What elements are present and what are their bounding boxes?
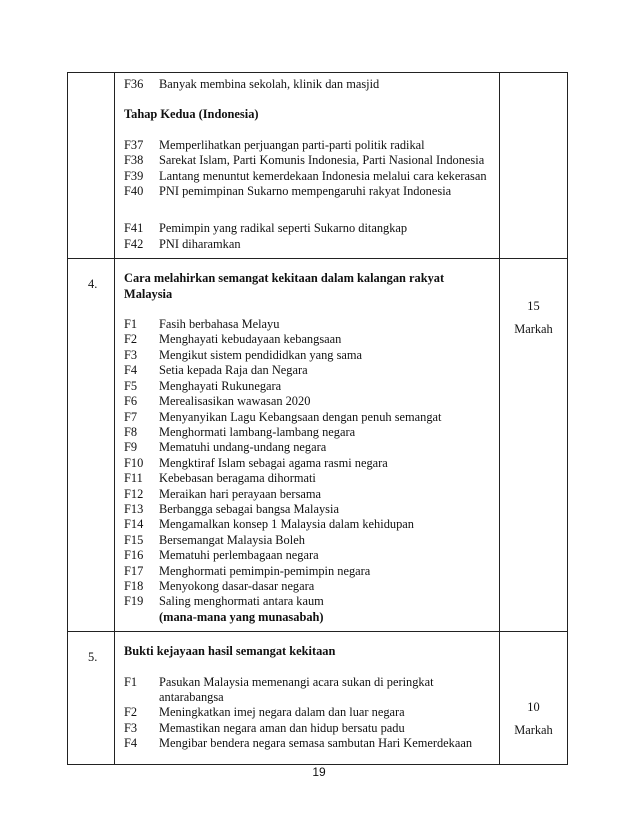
item-text: Menghayati Rukunegara [159,378,282,393]
list-item [124,77,493,92]
item-code: F39 [124,168,144,183]
marks-cell [500,632,568,765]
marks-cell [500,259,568,632]
table-row [68,259,568,632]
item-code: F6 [124,394,138,409]
list-item [124,237,493,252]
marks-label: Markah [514,321,553,336]
item-code: F37 [124,137,144,152]
item-code: F40 [124,184,144,199]
list-item [124,138,493,153]
item-text: Menghayati kebudayaan kebangsaan [159,332,342,347]
list-item [124,440,493,455]
item-code: F10 [124,455,144,470]
item-text: Menghormati lambang-lambang negara [159,424,356,439]
item-code: F1 [124,674,138,689]
list-item [124,363,493,378]
item-code: F4 [124,363,138,378]
list-item [124,517,493,532]
section-heading: Tahap Kedua (Indonesia) [124,107,259,122]
list-item [124,471,493,486]
answer-list [124,675,493,752]
item-text: Meraikan hari perayaan bersama [159,486,322,501]
item-code: F16 [124,548,144,563]
item-code: F14 [124,517,144,532]
item-text: Pemimpin yang radikal seperti Sukarno ditangkap [159,221,408,236]
question-number: 4. [68,259,115,632]
item-code: F11 [124,471,143,486]
question-number [68,73,115,259]
item-code: F3 [124,720,138,735]
list-item [124,487,493,502]
list-item [124,221,493,236]
item-text: Menyokong dasar-dasar negara [159,578,315,593]
item-text: Mengktiraf Islam sebagai agama rasmi negara [159,455,388,470]
list-item [124,705,493,720]
marks-value: 10 [527,700,540,715]
item-code: F13 [124,501,144,516]
item-text: Mematuhi undang-undang negara [159,440,327,455]
item-text: Pasukan Malaysia memenangi acara sukan di peringkat antarabangsa [159,674,434,704]
answer-cell [115,259,500,632]
list-item [124,502,493,517]
item-code: F38 [124,153,144,168]
list-item [124,332,493,347]
item-code: F2 [124,705,138,720]
item-text: Sarekat Islam, Parti Komunis Indonesia, Parti Nasional Indonesia [159,153,485,168]
item-text: PNI pemimpinan Sukarno mempengaruhi rakyat Indonesia [159,184,452,199]
answer-cell [115,73,500,259]
item-code: F19 [124,594,144,609]
list-item [124,533,493,548]
answer-list [124,317,493,610]
note-text: (mana-mana yang munasabah) [159,609,324,624]
section-heading: Cara melahirkan semangat kekitaan dalam kalangan rakyat Malaysia [124,271,445,301]
list-item [124,169,493,184]
item-text: Bersemangat Malaysia Boleh [159,532,305,547]
item-text: Fasih berbahasa Melayu [159,317,280,332]
list-item [124,564,493,579]
list-item [124,579,493,594]
marks-label: Markah [514,722,553,737]
list-item [124,548,493,563]
item-text: Mengibar bendera negara semasa sambutan Hari Kemerdekaan [159,736,473,751]
page-number: 19 [312,765,326,779]
table-row [68,73,568,259]
item-text: Kebebasan beragama dihormati [159,471,316,486]
list-item [124,153,493,168]
item-code: F15 [124,532,144,547]
item-code: F17 [124,563,144,578]
item-code: F42 [124,236,144,251]
item-code: F5 [124,378,138,393]
list-item [124,184,493,199]
list-item [124,675,493,706]
item-code: F36 [124,77,144,91]
item-code: F8 [124,424,138,439]
item-code: F1 [124,317,138,332]
item-code: F18 [124,578,144,593]
section-heading: Bukti kejayaan hasil semangat kekitaan [124,644,336,659]
item-text: Mengamalkan konsep 1 Malaysia dalam kehidupan [159,517,414,532]
list-item [124,317,493,332]
list-item [124,594,493,609]
list-item [124,456,493,471]
item-code: F4 [124,736,138,751]
question-number: 5. [68,632,115,765]
item-code: F9 [124,440,138,455]
item-text: Mematuhi perlembagaan negara [159,548,319,563]
item-text: Saling menghormati antara kaum [159,594,324,609]
item-code: F2 [124,332,138,347]
answer-cell [115,632,500,765]
item-text: Menyanyikan Lagu Kebangsaan dengan penuh semangat [159,409,442,424]
item-text: Memperlihatkan perjuangan parti-parti politik radikal [159,137,425,152]
item-text: Lantang menuntut kemerdekaan Indonesia melalui cara kekerasan [159,168,487,183]
item-text: Menghormati pemimpin-pemimpin negara [159,563,371,578]
list-item [124,610,493,625]
item-text: Merealisasikan wawasan 2020 [159,394,311,409]
item-code: F12 [124,486,144,501]
list-item [124,348,493,363]
item-text: Mengikut sistem pendididkan yang sama [159,347,363,362]
marking-scheme-table [67,72,568,765]
list-item [124,379,493,394]
list-item [124,410,493,425]
table-row [68,632,568,765]
list-item [124,721,493,736]
item-text: Meningkatkan imej negara dalam dan luar negara [159,705,405,720]
marks-value: 15 [527,299,540,314]
item-text: Setia kepada Raja dan Negara [159,363,308,378]
item-code: F7 [124,409,138,424]
list-item [124,736,493,751]
item-code: F41 [124,221,144,236]
item-text: Berbangga sebagai bangsa Malaysia [159,501,339,516]
marks-cell [500,73,568,259]
item-text: Banyak membina sekolah, klinik dan masjid [159,77,380,91]
item-code: F3 [124,347,138,362]
list-item [124,425,493,440]
list-item [124,394,493,409]
item-text: PNI diharamkan [159,236,241,251]
item-text: Memastikan negara aman dan hidup bersatu padu [159,720,405,735]
